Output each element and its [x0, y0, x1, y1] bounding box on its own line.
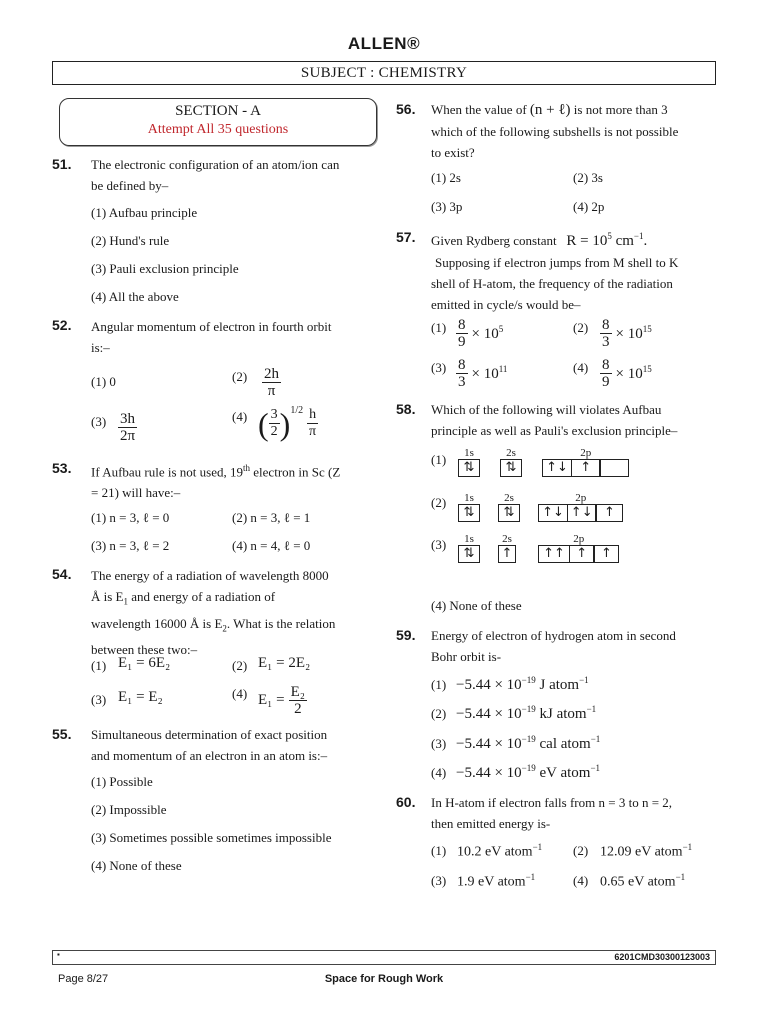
- fraction-numerator: 3: [270, 407, 278, 422]
- option: (4) None of these: [91, 858, 182, 873]
- option-math: E₁ = E₂: [118, 689, 163, 705]
- option-math: ( $\frac{3}{2}$ ) 1/2 $\frac{h}{\pi}$: [258, 405, 317, 442]
- subject-banner: SUBJECT : CHEMISTRY: [52, 61, 716, 85]
- question-number: 51.: [52, 156, 72, 172]
- option-math: [600, 872, 685, 891]
- option-label: (4): [573, 360, 589, 375]
- option-math: [457, 842, 542, 861]
- orbital-box: ⇅: [458, 459, 480, 477]
- section-title: SECTION - A: [175, 103, 261, 119]
- math-expression: cm: [611, 233, 634, 249]
- orbital-label: 2p: [580, 447, 592, 459]
- fraction-denominator: 3: [602, 334, 610, 350]
- fraction-numerator: E₂: [290, 684, 306, 700]
- question-text-part: Given Rydberg constant: [431, 233, 557, 248]
- question-text-part: wavelength 16000 Å is E: [91, 615, 223, 631]
- subscript: 2: [222, 623, 227, 634]
- superscript: −1: [633, 231, 644, 241]
- fraction-denominator: 2: [294, 701, 302, 717]
- orbital-box: ↑↓: [542, 459, 572, 477]
- question-line: In H-atom if electron falls from n = 3 to n = 2,: [431, 795, 673, 810]
- question-text: [91, 724, 381, 766]
- option-math: [600, 842, 692, 861]
- option: (1) 0: [91, 374, 116, 389]
- question-text-part: . What is the relation: [226, 615, 336, 631]
- question-number: 59.: [396, 627, 416, 643]
- math-expression: × 10: [471, 366, 499, 382]
- superscript: 15: [642, 324, 652, 334]
- option-label: (3): [431, 736, 447, 751]
- math-expression: × 10: [615, 366, 643, 382]
- orbital-2s: [498, 533, 516, 563]
- question-line: Bohr orbit is-: [431, 649, 502, 664]
- option: (3) 3p: [431, 199, 463, 214]
- option: (4) All the above: [91, 289, 179, 304]
- superscript: −1: [682, 842, 693, 852]
- math-expression: −5.44 × 10: [456, 677, 522, 693]
- orbital-box: ↑↓: [567, 504, 597, 522]
- question-number: 52.: [52, 317, 72, 333]
- orbital-box: ↑: [593, 545, 619, 563]
- question-number: 56.: [396, 101, 416, 117]
- question-text-part: and energy of a radiation of: [128, 589, 276, 604]
- question-line: Angular momentum of electron in fourth orbit: [91, 319, 332, 334]
- orbital-box: ⇅: [498, 504, 520, 522]
- question-line: emitted in cycle/s would be–: [431, 297, 581, 312]
- math-expression: × 10: [471, 326, 499, 342]
- question-text: [431, 99, 717, 163]
- math-expression: E₁ =: [258, 692, 285, 708]
- superscript: th: [243, 463, 251, 473]
- question-number: 58.: [396, 401, 416, 417]
- fraction-denominator: 9: [602, 374, 610, 390]
- question-number: 53.: [52, 460, 72, 476]
- option-label: (1): [431, 452, 447, 467]
- math-expression: 1.9 eV atom: [457, 874, 526, 890]
- option-label: (4): [232, 409, 248, 424]
- question-text-part: is not more than 3: [573, 102, 668, 117]
- fraction-numerator: 8: [458, 317, 466, 333]
- fraction-numerator: h: [309, 407, 317, 422]
- question-number: 54.: [52, 566, 72, 582]
- option-math: [456, 704, 596, 723]
- question-text: [91, 458, 377, 503]
- option-label: (1): [91, 658, 107, 673]
- option-label: (3): [91, 692, 107, 707]
- orbital-1s: [458, 492, 480, 522]
- superscript: −19: [521, 763, 536, 773]
- question-text: [91, 154, 377, 196]
- superscript: 15: [642, 364, 652, 374]
- question-line: is:–: [91, 340, 110, 355]
- question-text: [431, 226, 721, 315]
- option-label: (3): [431, 360, 447, 375]
- superscript: 5: [498, 324, 504, 334]
- orbital-box: ↑↓: [538, 504, 568, 522]
- question-text-part: If Aufbau rule is not used, 19: [91, 464, 244, 480]
- math-expression: × 10: [615, 326, 643, 342]
- brand-logo: ALLEN®: [347, 34, 421, 53]
- option-math: E₁ = 6E₂: [118, 655, 171, 671]
- fraction-denominator: π: [309, 424, 317, 439]
- math-expression: 12.09 eV atom: [600, 844, 683, 860]
- superscript: 11: [498, 364, 508, 374]
- question-line: Which of the following will violates Aufbau: [431, 402, 662, 417]
- question-text: [431, 625, 721, 667]
- option: (3) Pauli exclusion principle: [91, 261, 239, 276]
- orbital-diagram: [458, 447, 629, 477]
- superscript: −1: [525, 872, 536, 882]
- orbital-1s: [458, 447, 480, 477]
- option-math: [258, 684, 307, 717]
- option-label: (2): [232, 369, 248, 384]
- option-math: [457, 872, 535, 891]
- math-expression: 10.2 eV atom: [457, 844, 533, 860]
- superscript: −1: [532, 842, 543, 852]
- option-math: [118, 411, 137, 444]
- orbital-label: 2p: [573, 533, 585, 545]
- footer-code: 6201CMD30300123003: [614, 952, 710, 962]
- fraction-denominator: 3: [458, 374, 466, 390]
- question-line: be defined by–: [91, 178, 169, 193]
- question-line: which of the following subshells is not possible: [431, 124, 679, 139]
- option-label: (1): [431, 843, 447, 858]
- question-text: [431, 792, 721, 834]
- superscript: −19: [521, 734, 536, 744]
- section-box: [59, 98, 377, 146]
- math-expression: −5.44 × 10: [456, 765, 522, 781]
- question-text-part: Å is E: [91, 589, 124, 604]
- option-math: [262, 366, 281, 399]
- orbital-label: 1s: [464, 447, 474, 459]
- unit: cal atom: [535, 736, 591, 752]
- option-label: (4): [431, 765, 447, 780]
- orbital-2p: [542, 447, 629, 477]
- question-line: between these two:–: [91, 642, 198, 658]
- footer-mark: ▪: [57, 950, 60, 959]
- orbital-box: ⇅: [458, 545, 480, 563]
- orbital-box: [599, 459, 629, 477]
- option-math: [456, 734, 600, 753]
- orbital-label: 2p: [575, 492, 587, 504]
- option-math: [456, 675, 589, 694]
- option-label: (2): [573, 320, 589, 335]
- question-text: [431, 399, 721, 441]
- orbital-2s: [498, 492, 520, 522]
- fraction-denominator: 2π: [119, 428, 136, 444]
- option: (1) n = 3, ℓ = 0: [91, 510, 170, 525]
- option-label: (3): [91, 414, 107, 429]
- fraction-numerator: 2h: [264, 366, 279, 382]
- superscript: −19: [521, 675, 536, 685]
- option-math: [456, 357, 507, 390]
- orbital-label: 2s: [502, 533, 512, 545]
- question-number: 60.: [396, 794, 416, 810]
- section-instruction: Attempt All 35 questions: [147, 122, 289, 137]
- orbital-box: ↑: [571, 459, 601, 477]
- orbital-diagram: [458, 492, 623, 522]
- punctuation: .: [643, 233, 648, 249]
- question-line: The energy of a radiation of wavelength 8000: [91, 568, 329, 583]
- orbital-1s: [458, 533, 480, 563]
- math-expression: −5.44 × 10: [456, 736, 522, 752]
- orbital-box: ⇅: [458, 504, 480, 522]
- option-math: [600, 357, 652, 390]
- option: (3) Sometimes possible sometimes impossible: [91, 830, 332, 845]
- option: (2) n = 3, ℓ = 1: [232, 510, 311, 525]
- superscript: −19: [521, 704, 536, 714]
- question-number: 55.: [52, 726, 72, 742]
- rough-work-label: Space for Rough Work: [324, 973, 444, 985]
- subscript: 1: [123, 596, 128, 607]
- superscript: −1: [590, 734, 601, 744]
- option: (4) None of these: [431, 598, 522, 613]
- fraction-numerator: 8: [602, 317, 610, 333]
- orbital-diagram: [458, 533, 619, 563]
- unit: J atom: [535, 677, 580, 693]
- orbital-box: ⇅: [500, 459, 522, 477]
- superscript: −1: [586, 704, 597, 714]
- superscript: 5: [607, 231, 612, 241]
- question-line: Simultaneous determination of exact position: [91, 727, 328, 742]
- math-expression: (n + ℓ): [529, 102, 571, 118]
- question-line: to exist?: [431, 145, 475, 160]
- option-math: E₁ = 2E₂: [258, 655, 311, 671]
- question-number: 57.: [396, 229, 416, 245]
- option-label: (4): [573, 873, 589, 888]
- option-label: (1): [431, 677, 447, 692]
- option: (1) 2s: [431, 170, 461, 185]
- unit: eV atom: [535, 765, 591, 781]
- orbital-2p: [538, 533, 619, 563]
- question-text: [91, 565, 377, 660]
- page-number: Page 8/27: [58, 973, 109, 985]
- orbital-box: ↑: [498, 545, 516, 563]
- orbital-2p: [538, 492, 623, 522]
- question-line: shell of H-atom, the frequency of the radiation: [431, 276, 673, 291]
- question-text: [91, 316, 377, 358]
- question-line: Supposing if electron jumps from M shell to K: [435, 255, 679, 270]
- option: (1) Possible: [91, 774, 153, 789]
- question-line: The electronic configuration of an atom/ion can: [91, 157, 340, 172]
- orbital-label: 1s: [464, 492, 474, 504]
- option: (2) Impossible: [91, 802, 167, 817]
- fraction-denominator: 2: [270, 424, 278, 439]
- math-expression: −5.44 × 10: [456, 706, 522, 722]
- option-math: [456, 763, 600, 782]
- superscript: −1: [579, 675, 589, 685]
- orbital-label: 2s: [504, 492, 514, 504]
- superscript: −1: [675, 872, 686, 882]
- option-label: (2): [431, 706, 447, 721]
- option-math: [456, 317, 503, 350]
- question-text-part: electron in Sc (Z: [250, 464, 341, 480]
- question-text-part: When the value of: [431, 102, 527, 117]
- orbital-box: ↑: [595, 504, 623, 522]
- option-label: (3): [431, 537, 447, 552]
- option-label: (2): [431, 495, 447, 510]
- option-label: (3): [431, 873, 447, 888]
- option-label: (1): [431, 320, 447, 335]
- option-math: [600, 317, 652, 350]
- unit: kJ atom: [535, 706, 587, 722]
- question-line: then emitted energy is-: [431, 816, 551, 831]
- fraction-denominator: 9: [458, 334, 466, 350]
- option: (4) n = 4, ℓ = 0: [232, 538, 311, 553]
- fraction-numerator: 8: [602, 357, 610, 373]
- option-label: (4): [232, 686, 248, 701]
- fraction-numerator: 3h: [120, 411, 135, 427]
- orbital-label: 2s: [506, 447, 516, 459]
- option: (1) Aufbau principle: [91, 205, 198, 220]
- math-expression: R = 10: [566, 233, 608, 249]
- orbital-box: ↑: [569, 545, 595, 563]
- exponent: 1/2: [290, 405, 304, 416]
- option: (2) 3s: [573, 170, 603, 185]
- question-line: = 21) will have:–: [91, 485, 181, 501]
- option: (3) n = 3, ℓ = 2: [91, 538, 170, 553]
- option: (2) Hund's rule: [91, 233, 170, 248]
- fraction-denominator: π: [267, 383, 276, 399]
- superscript: −1: [590, 763, 601, 773]
- question-line: Energy of electron of hydrogen atom in second: [431, 628, 676, 643]
- orbital-2s: [500, 447, 522, 477]
- fraction-numerator: 8: [458, 357, 466, 373]
- question-line: principle as well as Pauli's exclusion principle–: [431, 423, 678, 438]
- option: (4) 2p: [573, 199, 605, 214]
- option-label: (2): [232, 658, 248, 673]
- orbital-label: 1s: [464, 533, 474, 545]
- math-expression: 0.65 eV atom: [600, 874, 676, 890]
- orbital-box: ↑↑: [538, 545, 570, 563]
- question-line: and momentum of an electron in an atom is:–: [91, 748, 328, 763]
- option-label: (2): [573, 843, 589, 858]
